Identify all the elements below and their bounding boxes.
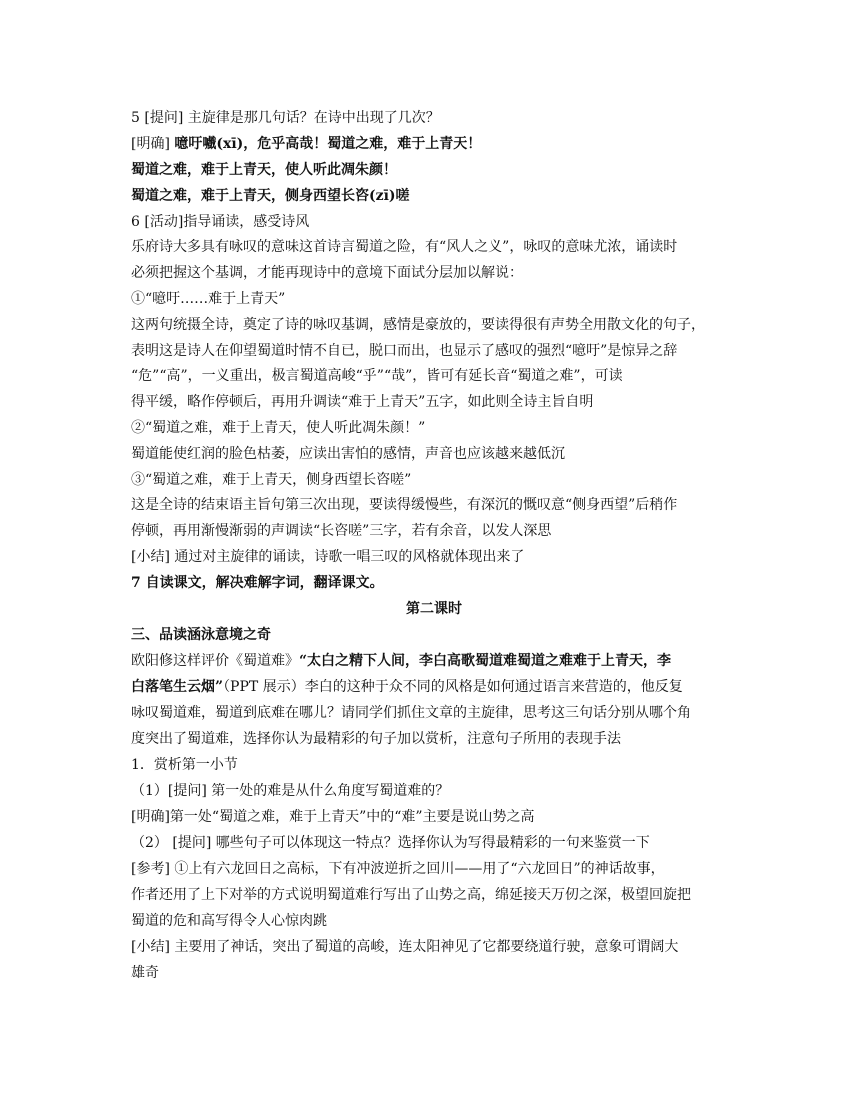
paragraph-line: 作者还用了上下对举的方式说明蜀道难行写出了山势之高，绵延接天万仞之深，极望回旋把 xyxy=(131,887,691,903)
paragraph-line: 必须把握这个基调，才能再现诗中的意境下面试分层加以解说： xyxy=(131,265,523,281)
answer-line-1 xyxy=(131,132,737,156)
reading-point-2: ②“蜀道之难，难于上青天，使人听此凋朱颜！” xyxy=(131,420,426,436)
section-heading-3: 三、品读涵泳意境之奇 xyxy=(131,627,271,643)
paragraph-line: 表明这是诗人在仰望蜀道时情不自已，脱口而出，也显示了感叹的强烈“噫吁”是惊异之辞 xyxy=(131,343,678,359)
paragraph-line: 这两句统摄全诗，奠定了诗的咏叹基调，感情是豪放的，要读得很有声势全用散文化的句子， xyxy=(131,317,705,333)
question-2: （2） [提问] 哪些句子可以体现这一特点？选择你认为写得最精彩的一句来鉴赏一下 xyxy=(131,835,650,851)
reading-point-3: ③“蜀道之难，难于上青天，侧身西望长咨嗟” xyxy=(131,472,412,488)
paragraph-line: 雄奇 xyxy=(131,965,159,981)
activity-6: 6 [活动]指导诵读，感受诗风 xyxy=(131,214,310,230)
reading-point-1: ①“噫吁……难于上青天” xyxy=(131,291,286,307)
paragraph-line: 蜀道的危和高写得令人心惊肉跳 xyxy=(131,913,327,929)
question-1: （1）[提问] 第一处的难是从什么角度写蜀道难的？ xyxy=(131,783,450,799)
answer-1: [明确]第一处“蜀道之难，难于上青天”中的“难”主要是说山势之高 xyxy=(131,809,535,825)
paragraph-line: 度突出了蜀道难，选择你认为最精彩的句子加以赏析，注意句子所用的表现手法 xyxy=(131,731,621,747)
answer-quote-3: 蜀道之难，难于上青天，侧身西望长咨(zī)嗟 xyxy=(131,188,410,204)
answer-label: [明确] xyxy=(131,136,175,152)
reference-line: [参考] ①上有六龙回日之高标，下有冲波逆折之回川——用了“六龙回日”的神话故事， xyxy=(131,861,665,877)
paragraph-line: 乐府诗大多具有咏叹的意味这首诗言蜀道之险，有“风人之义”，咏叹的意味尤浓，诵读时 xyxy=(131,239,678,255)
paragraph-line: 白落笔生云烟”（PPT 展示）李白的这种于众不同的风格是如何通过语言来营造的，他反复 xyxy=(131,679,683,695)
paragraph-line: 咏叹蜀道难，蜀道到底难在哪儿？请同学们抓住文章的主旋律，思考这三句话分别从哪个角 xyxy=(131,705,691,721)
summary-line: [小结] 主要用了神话，突出了蜀道的高峻，连太阳神见了它都要绕道行驶，意象可谓阔大 xyxy=(131,939,679,955)
answer-quote-1: 噫吁嚱(xī)，危乎高哉！蜀道之难，难于上青天！ xyxy=(174,136,482,152)
task-7: 7 自读课文，解决难解字词，翻译课文。 xyxy=(131,575,384,591)
question-5: 5 [提问] 主旋律是那几句话？在诗中出现了几次？ xyxy=(131,110,440,126)
paragraph-line: “危”“高”，一义重出，极言蜀道高峻“乎”“哉”，皆可有延长音“蜀道之难”，可读 xyxy=(131,368,623,384)
quote-ouyang-end: 白落笔生云烟” xyxy=(131,679,224,695)
paragraph-line: 欧阳修这样评价《蜀道难》“太白之精下人间，李白高歌蜀道难蜀道之难难于上青天，李 xyxy=(131,653,672,669)
summary-line: [小结] 通过对主旋律的诵读，诗歌一唱三叹的风格就体现出来了 xyxy=(131,549,525,565)
quote-ouyang: “太白之精下人间，李白高歌蜀道难蜀道之难难于上青天，李 xyxy=(299,653,672,669)
section-heading-lesson-2: 第二课时 xyxy=(406,601,462,617)
answer-quote-2: 蜀道之难，难于上青天，使人听此凋朱颜！ xyxy=(131,162,397,178)
paragraph-line: 这是全诗的结束语主旨句第三次出现，要读得缓慢些，有深沉的慨叹意“侧身西望”后稍作 xyxy=(131,497,678,513)
subsection-1: 1．赏析第一小节 xyxy=(131,757,238,773)
paragraph-line: 蜀道能使红润的脸色枯萎，应读出害怕的感情，声音也应该越来越低沉 xyxy=(131,446,565,462)
paragraph-line: 得平缓，略作停顿后，再用升调读“难于上青天”五字，如此则全诗主旨自明 xyxy=(131,394,594,410)
paragraph-line: 停顿，再用渐慢渐弱的声调读“长咨嗟”三字，若有余音，以发人深思 xyxy=(131,523,552,539)
